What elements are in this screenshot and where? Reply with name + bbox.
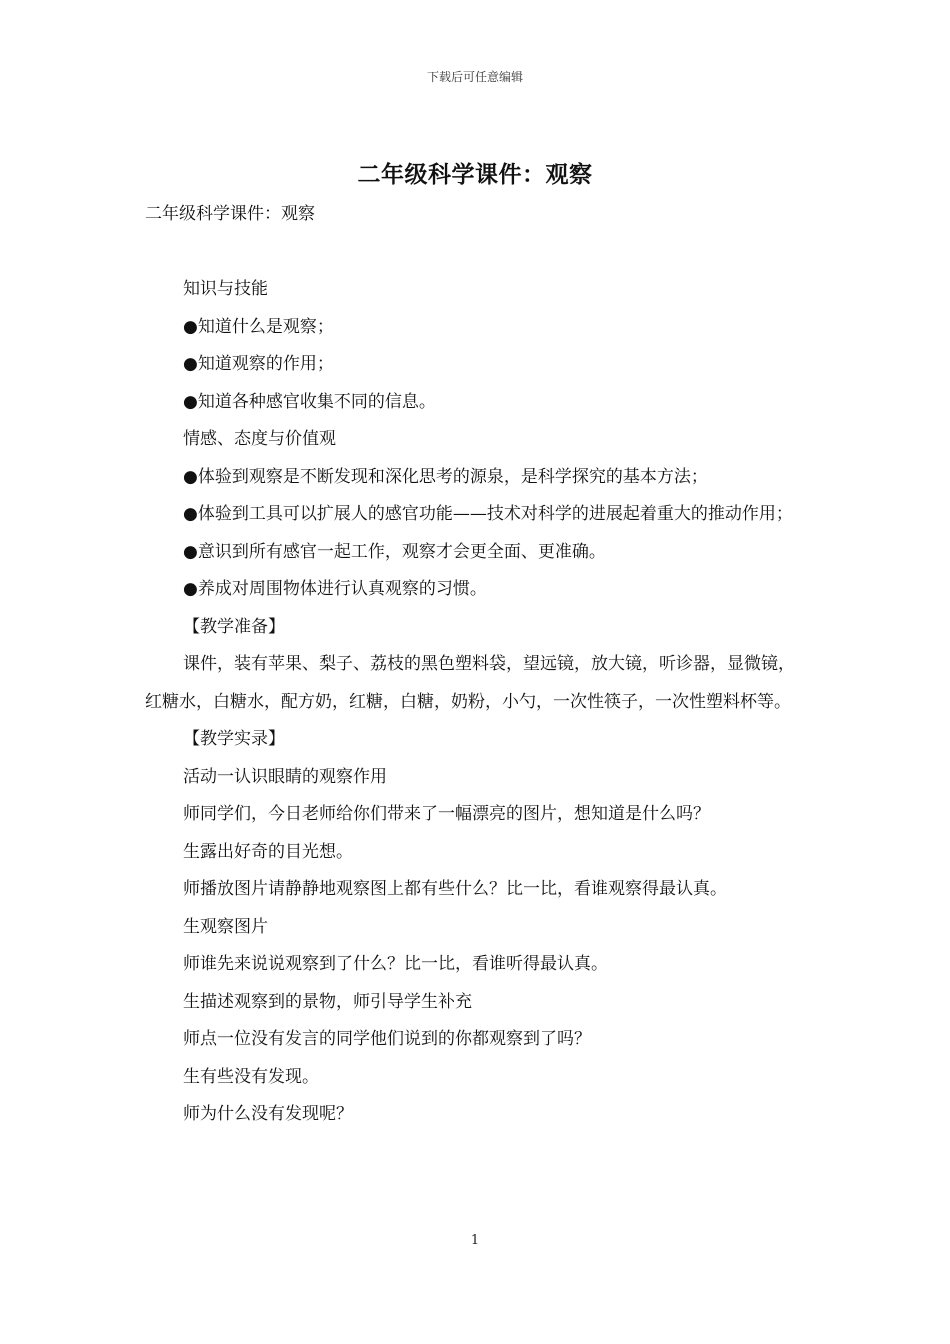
bullet-item: ●体验到观察是不断发现和深化思考的源泉，是科学探究的基本方法； bbox=[183, 466, 708, 487]
dialogue-line: 师播放图片请静静地观察图上都有些什么？比一比，看谁观察得最认真。 bbox=[183, 879, 727, 899]
section-heading-preparation: 【教学准备】 bbox=[183, 616, 285, 637]
dialogue-line: 生描述观察到的景物，师引导学生补充 bbox=[183, 991, 472, 1012]
dialogue-line: 师点一位没有发言的同学他们说到的你都观察到了吗？ bbox=[183, 1029, 591, 1049]
header-note: 下载后可任意编辑 bbox=[426, 70, 523, 84]
bullet-item: ●知道观察的作用； bbox=[183, 354, 334, 374]
document-title: 二年级科学课件：观察 bbox=[357, 161, 593, 188]
bullet-item: ●意识到所有感官一起工作，观察才会更全面、更准确。 bbox=[183, 541, 606, 562]
subtitle-line: 二年级科学课件：观察 bbox=[145, 204, 315, 224]
bullet-item: ●体验到工具可以扩展人的感官功能——技术对科学的进展起着重大的推动作用； bbox=[183, 504, 793, 524]
document-body bbox=[145, 196, 807, 1134]
dialogue-line: 生有些没有发现。 bbox=[183, 1066, 319, 1087]
page-number: 1 bbox=[470, 1233, 480, 1248]
dialogue-line: 生观察图片 bbox=[183, 916, 268, 937]
dialogue-line: 师同学们，今日老师给你们带来了一幅漂亮的图片，想知道是什么吗？ bbox=[183, 804, 710, 824]
dialogue-line: 师为什么没有发现呢？ bbox=[183, 1104, 353, 1124]
bullet-item: ●知道什么是观察； bbox=[183, 316, 334, 337]
bullet-item: ●养成对周围物体进行认真观察的习惯。 bbox=[183, 579, 487, 599]
section-heading-attitude: 情感、态度与价值观 bbox=[183, 429, 336, 449]
preparation-paragraph: 课件，装有苹果、梨子、荔枝的黑色塑料袋，望远镜，放大镜，听诊器，显微镜，红糖水，白糖水，配方奶，红糖，白糖，奶粉，小勺，一次性筷子，一次性塑料杯等。 bbox=[145, 654, 795, 712]
section-heading-knowledge: 知识与技能 bbox=[183, 279, 268, 299]
section-heading-record: 【教学实录】 bbox=[183, 729, 285, 749]
bullet-item: ●知道各种感官收集不同的信息。 bbox=[183, 391, 436, 412]
blank-line bbox=[145, 234, 807, 272]
activity-heading: 活动一认识眼睛的观察作用 bbox=[183, 766, 387, 787]
dialogue-line: 生露出好奇的目光想。 bbox=[183, 841, 353, 862]
dialogue-line: 师谁先来说说观察到了什么？比一比，看谁听得最认真。 bbox=[183, 954, 608, 974]
